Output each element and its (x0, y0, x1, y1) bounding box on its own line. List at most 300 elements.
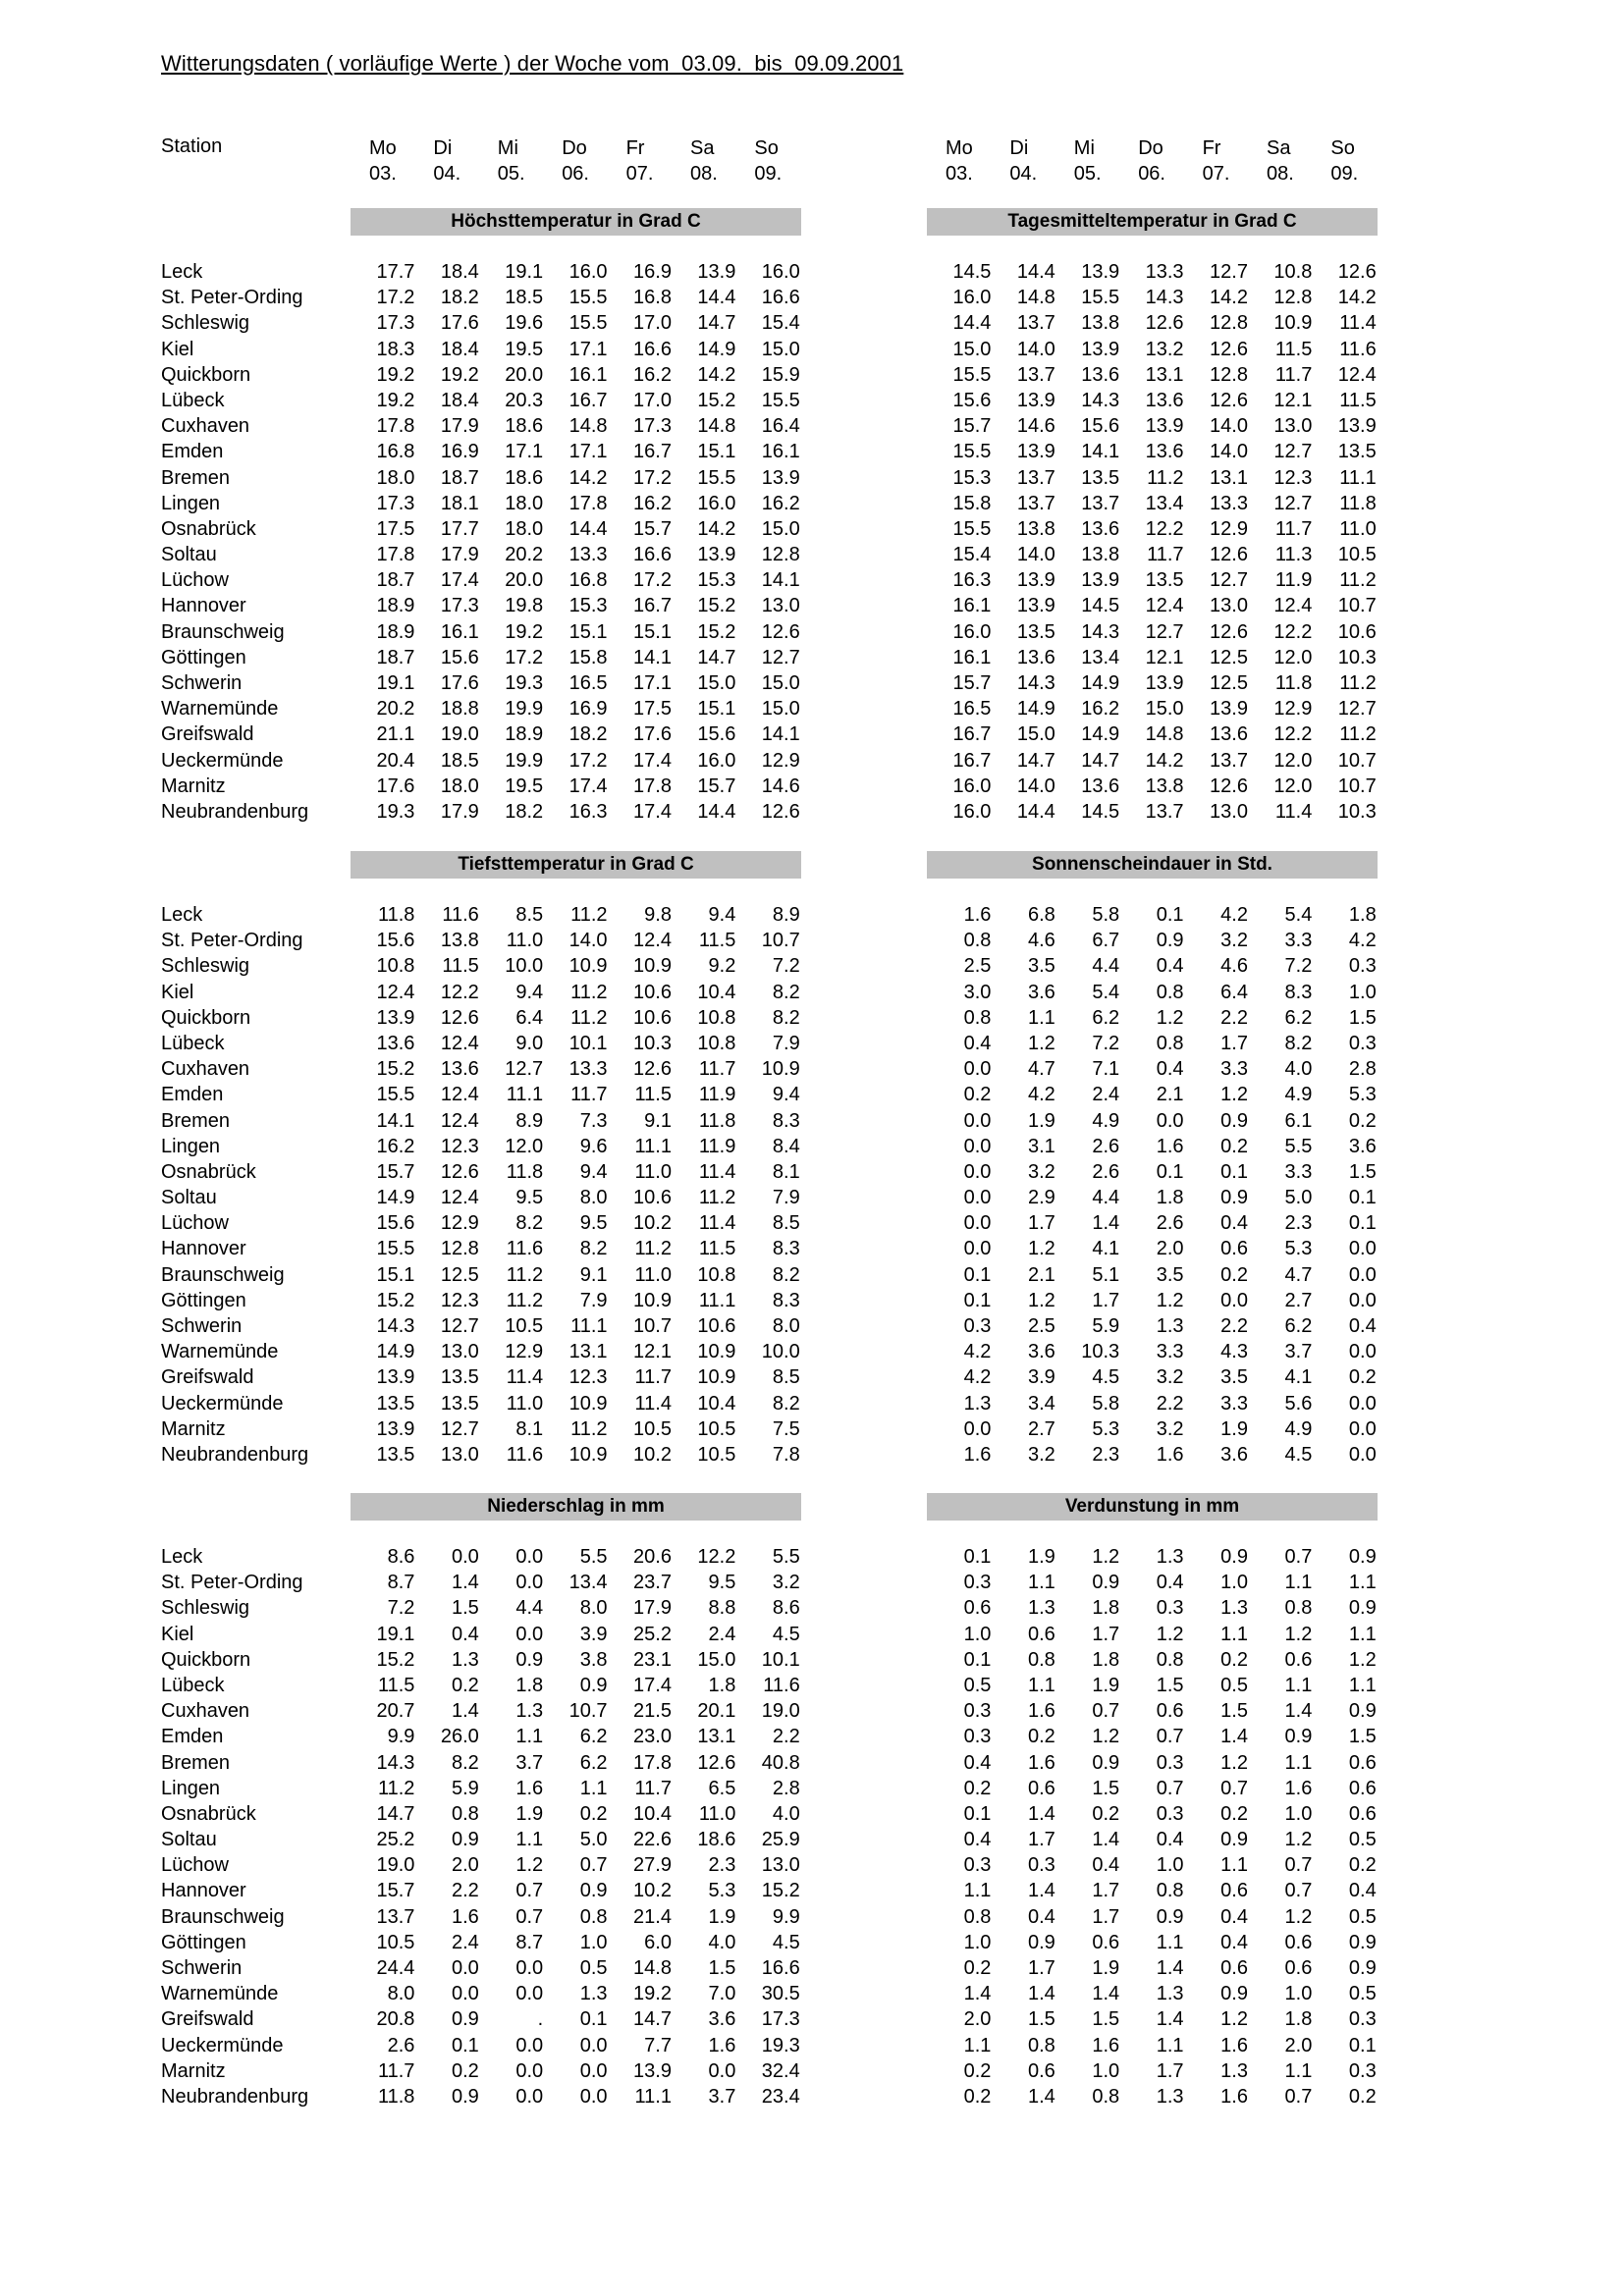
day-header (1138, 135, 1203, 187)
table-cell: 11.6 (442, 904, 479, 926)
table-cell: 15.0 (952, 338, 992, 360)
station-name: Marnitz (161, 1417, 226, 1440)
table-cell: 0.1 (1348, 2034, 1377, 2056)
table-cell: 2.0 (963, 2008, 992, 2031)
table-cell: 8.7 (387, 1572, 415, 1594)
table-cell: 18.6 (505, 415, 544, 438)
table-cell: 12.7 (440, 1417, 479, 1440)
day-header (433, 135, 498, 187)
table-cell: 5.3 (1284, 1238, 1313, 1260)
table-cell: 14.9 (1016, 698, 1055, 721)
table-cell: 1.1 (1348, 1674, 1377, 1696)
table-cell: 26.0 (440, 1726, 479, 1748)
table-cell: 1.7 (1092, 1289, 1120, 1311)
table-row (351, 696, 800, 721)
table-cell: 1.5 (1027, 2008, 1055, 2031)
table-cell: 0.6 (1348, 1802, 1377, 1825)
table-cell: 1.7 (1220, 1032, 1248, 1054)
table-row (351, 1904, 800, 1930)
table-cell: 1.3 (963, 1392, 992, 1415)
table-cell: 0.8 (1027, 2034, 1055, 2056)
table-cell: 3.6 (1220, 1443, 1248, 1466)
table-cell: 16.0 (952, 800, 992, 823)
table-cell: 20.3 (505, 389, 544, 411)
table-cell: 6.5 (708, 1777, 736, 1799)
table-cell: 0.3 (963, 1572, 992, 1594)
table-cell: 0.8 (1156, 981, 1184, 1003)
table-cell: 1.2 (1284, 1905, 1313, 1928)
station-name: Lüchow (161, 1854, 229, 1877)
table-cell: 19.1 (505, 261, 544, 283)
table-cell: 10.9 (568, 955, 608, 978)
table-cell: 25.9 (761, 1829, 800, 1851)
station-name: Marnitz (161, 2059, 226, 2082)
table-cell: 0.4 (1027, 1905, 1055, 1928)
table-row (351, 542, 800, 567)
table-cell: 5.8 (1092, 904, 1120, 926)
table-cell: 1.5 (1348, 1726, 1377, 1748)
table-cell: 1.1 (963, 1880, 992, 1902)
table-cell: 4.5 (1284, 1443, 1313, 1466)
table-cell: 19.3 (376, 800, 415, 823)
table-cell: 12.6 (1210, 620, 1248, 643)
table-cell: 14.4 (697, 800, 736, 823)
table-cell: 16.3 (952, 569, 992, 592)
table-cell: 15.2 (761, 1880, 800, 1902)
table-cell: 17.4 (440, 569, 479, 592)
table-row (927, 516, 1377, 542)
table-cell: 14.7 (1081, 749, 1120, 772)
table-cell: 5.5 (772, 1546, 800, 1568)
table-cell: 1.0 (1220, 1572, 1248, 1594)
table-cell: 13.0 (440, 1341, 479, 1363)
table-row (351, 1391, 800, 1416)
table-cell: 13.9 (1081, 261, 1120, 283)
table-cell: 17.4 (633, 749, 672, 772)
table-cell: 14.8 (697, 415, 736, 438)
table-cell: 11.7 (377, 2059, 415, 2082)
table-cell: 0.9 (1348, 1700, 1377, 1723)
table-cell: 16.9 (440, 441, 479, 463)
table-cell: 0.0 (963, 1417, 992, 1440)
table-cell: 17.2 (568, 749, 608, 772)
table-cell: 15.7 (376, 1160, 415, 1183)
table-row (351, 310, 800, 336)
table-cell: 0.4 (451, 1623, 479, 1645)
table-cell: 8.1 (772, 1160, 800, 1183)
station-name: Bremen (161, 466, 231, 489)
table-cell: 10.6 (633, 1187, 672, 1209)
station-name: Marnitz (161, 774, 226, 797)
table-row (927, 1056, 1377, 1082)
table-cell: 1.4 (1027, 2085, 1055, 2108)
table-row (927, 1647, 1377, 1673)
table-cell: 11.5 (698, 930, 736, 952)
table-cell: 0.2 (1220, 1648, 1248, 1671)
table-row (351, 337, 800, 362)
table-cell: 13.9 (1145, 672, 1184, 694)
table-cell: 12.6 (1210, 774, 1248, 797)
day-header (1330, 135, 1395, 187)
table-cell: 4.2 (1220, 904, 1248, 926)
day-name: Di (1009, 137, 1029, 159)
table-cell: 0.9 (1092, 1572, 1120, 1594)
table-cell: 0.2 (1092, 1802, 1120, 1825)
table-cell: 0.4 (1348, 1315, 1377, 1337)
table-cell: 11.1 (634, 1135, 672, 1157)
table-cell: 0.0 (963, 1135, 992, 1157)
day-header (498, 135, 563, 187)
table-cell: 23.1 (633, 1648, 672, 1671)
table-cell: 13.5 (376, 1392, 415, 1415)
table-cell: 18.7 (376, 569, 415, 592)
table-cell: 15.0 (761, 672, 800, 694)
table-cell: 21.4 (633, 1905, 672, 1928)
table-cell: 1.2 (1220, 1084, 1248, 1106)
table-cell: 13.9 (376, 1366, 415, 1389)
table-cell: 16.2 (1081, 698, 1120, 721)
day-date: 05. (497, 163, 525, 185)
table-cell: 12.2 (440, 981, 479, 1003)
section-band-hoechst: Höchsttemperatur in Grad C (351, 208, 801, 236)
table-cell: 18.6 (697, 1829, 736, 1851)
table-row (927, 1416, 1377, 1442)
table-cell: 0.5 (579, 1957, 608, 1979)
table-row (927, 902, 1377, 928)
table-cell: 1.3 (1156, 1546, 1184, 1568)
table-cell: 27.9 (633, 1854, 672, 1877)
table-cell: 17.1 (505, 441, 544, 463)
section-band-verdunstung: Verdunstung in mm (927, 1493, 1378, 1521)
table-row (927, 1750, 1377, 1776)
table-cell: 12.9 (1210, 517, 1248, 540)
table-cell: 10.5 (633, 1417, 672, 1440)
day-date: 06. (1138, 163, 1165, 185)
table-cell: 10.8 (697, 1032, 736, 1054)
table-cell: 0.2 (963, 2059, 992, 2082)
station-name: Osnabrück (161, 1802, 256, 1825)
table-cell: 16.9 (633, 261, 672, 283)
table-cell: 2.0 (1284, 2034, 1313, 2056)
table-cell: 15.6 (440, 646, 479, 668)
table-cell: 11.4 (1339, 312, 1377, 335)
table-cell: 3.9 (1027, 1366, 1055, 1389)
table-cell: 8.2 (515, 1212, 544, 1235)
table-cell: 1.6 (708, 2034, 736, 2056)
table-cell: 23.0 (633, 1726, 672, 1748)
table-cell: 12.4 (440, 1187, 479, 1209)
table-row (351, 721, 800, 747)
station-name: Neubrandenburg (161, 800, 309, 823)
table-cell: 0.9 (1348, 1597, 1377, 1620)
table-cell: 10.9 (761, 1058, 800, 1081)
table-cell: 11.7 (634, 1777, 672, 1799)
table-cell: 14.7 (633, 2008, 672, 2031)
table-cell: 11.0 (698, 1802, 736, 1825)
day-date: 04. (433, 163, 461, 185)
table-cell: 1.6 (1220, 2034, 1248, 2056)
table-cell: 0.0 (1348, 1238, 1377, 1260)
table-cell: 15.1 (376, 1263, 415, 1286)
table-cell: 14.8 (568, 415, 608, 438)
table-cell: 1.6 (963, 1443, 992, 1466)
table-cell: 14.5 (1081, 800, 1120, 823)
table-cell: 0.1 (1348, 1212, 1377, 1235)
day-date: 07. (1202, 163, 1230, 185)
table-cell: 11.2 (1339, 723, 1377, 746)
table-cell: 18.9 (505, 723, 544, 746)
table-cell: 0.0 (1220, 1289, 1248, 1311)
table-cell: 16.3 (568, 800, 608, 823)
table-cell: 11.2 (1339, 569, 1377, 592)
table-cell: 12.2 (1273, 620, 1313, 643)
table-cell: 13.7 (1016, 363, 1055, 386)
table-cell: 4.4 (1092, 955, 1120, 978)
table-cell: 10.5 (697, 1443, 736, 1466)
table-cell: 0.3 (1348, 2059, 1377, 2082)
table-cell: 3.2 (1156, 1417, 1184, 1440)
table-cell: 14.7 (697, 646, 736, 668)
table-cell: 0.6 (1284, 1648, 1313, 1671)
table-row (351, 1056, 800, 1082)
table-cell: 0.6 (1156, 1700, 1184, 1723)
table-cell: 0.8 (1027, 1648, 1055, 1671)
table-cell: 0.0 (515, 1546, 544, 1568)
table-cell: 3.6 (1348, 1135, 1377, 1157)
table-cell: 15.4 (952, 544, 992, 566)
table-cell: 0.8 (963, 930, 992, 952)
table-cell: 16.6 (633, 338, 672, 360)
table-row (927, 285, 1377, 310)
table-row (351, 1159, 800, 1185)
table-cell: 10.4 (697, 1392, 736, 1415)
table-row (351, 1108, 800, 1134)
table-cell: 0.7 (1220, 1777, 1248, 1799)
table-cell: 1.8 (1284, 2008, 1313, 2031)
table-cell: 11.2 (570, 904, 608, 926)
table-row (927, 2006, 1377, 2032)
table-cell: 8.3 (772, 1238, 800, 1260)
table-cell: 6.7 (1092, 930, 1120, 952)
table-cell: 1.9 (1027, 1109, 1055, 1132)
station-list (161, 1544, 308, 2109)
table-cell: 13.0 (1210, 800, 1248, 823)
table-cell: 16.0 (697, 492, 736, 514)
table-cell: 1.5 (1220, 1700, 1248, 1723)
table-cell: 13.6 (1210, 723, 1248, 746)
table-cell: 10.2 (633, 1443, 672, 1466)
table-cell: 10.2 (633, 1212, 672, 1235)
table-cell: 17.2 (376, 287, 415, 309)
table-cell: 14.4 (952, 312, 992, 335)
table-cell: 10.1 (568, 1032, 608, 1054)
table-cell: 1.8 (1092, 1648, 1120, 1671)
table-cell: 1.2 (1284, 1623, 1313, 1645)
table-cell: 0.4 (1156, 1058, 1184, 1081)
table-cell: 13.2 (1145, 338, 1184, 360)
table-cell: 13.9 (1016, 595, 1055, 617)
table-cell: 9.4 (772, 1084, 800, 1106)
table-cell: 4.3 (1220, 1341, 1248, 1363)
station-name: Emden (161, 441, 224, 463)
day-name: Mi (1073, 137, 1095, 159)
table-cell: 8.7 (515, 1931, 544, 1953)
table-row (927, 439, 1377, 464)
table-cell: 3.3 (1284, 1160, 1313, 1183)
table-cell: 17.3 (633, 415, 672, 438)
table-cell: 14.3 (1145, 287, 1184, 309)
table-cell: 1.7 (1092, 1905, 1120, 1928)
table-cell: 16.9 (568, 698, 608, 721)
table-cell: 8.5 (772, 1212, 800, 1235)
table-row (351, 670, 800, 696)
table-cell: 11.2 (570, 1006, 608, 1029)
table-cell: 14.9 (1081, 723, 1120, 746)
table-cell: 8.3 (772, 1289, 800, 1311)
table-cell: 12.8 (1273, 287, 1313, 309)
table-cell: 16.1 (568, 363, 608, 386)
table-cell: 18.5 (440, 749, 479, 772)
station-name: Leck (161, 1546, 203, 1568)
table-cell: 14.2 (697, 517, 736, 540)
table-cell: 6.2 (1284, 1315, 1313, 1337)
table-cell: 17.3 (440, 595, 479, 617)
table-cell: 16.6 (761, 1957, 800, 1979)
table-cell: 0.7 (1156, 1726, 1184, 1748)
table-cell: 1.0 (963, 1623, 992, 1645)
table-cell: 3.7 (1284, 1341, 1313, 1363)
table-cell: 7.2 (1092, 1032, 1120, 1054)
table-row (351, 362, 800, 388)
table-cell: 10.7 (1337, 595, 1377, 617)
table-cell: 0.4 (1220, 1212, 1248, 1235)
table-cell: 0.9 (1284, 1726, 1313, 1748)
table-cell: 15.1 (568, 620, 608, 643)
table-cell: 20.0 (505, 363, 544, 386)
station-name: Lüchow (161, 1212, 229, 1235)
table-cell: 13.1 (1210, 466, 1248, 489)
table-cell: 11.2 (377, 1777, 415, 1799)
table-cell: 0.0 (1348, 1443, 1377, 1466)
table-cell: 15.2 (697, 595, 736, 617)
table-row (351, 1313, 800, 1339)
table-cell: 16.0 (952, 287, 992, 309)
table-cell: 9.5 (515, 1187, 544, 1209)
table-cell: 1.2 (1156, 1623, 1184, 1645)
table-cell: 12.4 (440, 1109, 479, 1132)
table-cell: 16.7 (633, 441, 672, 463)
table-row (927, 1159, 1377, 1185)
station-name: Göttingen (161, 646, 246, 668)
station-name: Schwerin (161, 1315, 243, 1337)
table-cell: 9.0 (515, 1032, 544, 1054)
table-cell: 1.4 (451, 1700, 479, 1723)
table-cell: 15.7 (697, 774, 736, 797)
table-cell: 13.9 (1210, 698, 1248, 721)
table-cell: 11.4 (698, 1212, 736, 1235)
table-cell: 17.9 (440, 415, 479, 438)
table-cell: 12.4 (1337, 363, 1377, 386)
table-cell: 15.7 (633, 517, 672, 540)
table-cell: 17.9 (440, 544, 479, 566)
table-cell: 14.2 (697, 363, 736, 386)
table-cell: 0.2 (963, 1777, 992, 1799)
table-cell: 12.0 (1273, 749, 1313, 772)
table-row (927, 413, 1377, 439)
table-cell: 0.9 (1027, 1931, 1055, 1953)
table-cell: 17.5 (376, 517, 415, 540)
table-cell: 5.4 (1284, 904, 1313, 926)
table-cell: 11.9 (698, 1135, 736, 1157)
table-cell: 12.7 (761, 646, 800, 668)
table-cell: 0.7 (1092, 1700, 1120, 1723)
table-cell: 9.4 (515, 981, 544, 1003)
table-cell: 0.4 (1156, 1572, 1184, 1594)
table-cell: 1.4 (1027, 1802, 1055, 1825)
table-cell: 15.0 (1145, 698, 1184, 721)
table-cell: 2.2 (451, 1880, 479, 1902)
table-cell: 19.0 (440, 723, 479, 746)
table-cell: 20.4 (376, 749, 415, 772)
table-cell: 14.1 (761, 723, 800, 746)
table-sonne (927, 902, 1377, 1468)
station-name: Lingen (161, 1777, 221, 1799)
table-cell: 5.3 (1348, 1084, 1377, 1106)
table-cell: 14.0 (1210, 441, 1248, 463)
table-cell: 0.0 (451, 1546, 479, 1568)
table-cell: 19.1 (376, 672, 415, 694)
table-cell: 14.3 (1081, 389, 1120, 411)
table-cell: 1.7 (1027, 1829, 1055, 1851)
table-row (351, 1595, 800, 1621)
table-row (927, 799, 1377, 825)
table-cell: 0.8 (963, 1006, 992, 1029)
table-cell: 0.2 (579, 1802, 608, 1825)
table-cell: 12.0 (1273, 774, 1313, 797)
table-cell: 14.8 (1145, 723, 1184, 746)
table-row (351, 1262, 800, 1288)
table-cell: 11.8 (377, 2085, 415, 2108)
table-row (351, 1031, 800, 1056)
table-cell: 1.6 (1284, 1777, 1313, 1799)
table-cell: 17.9 (633, 1597, 672, 1620)
table-cell: 12.7 (1273, 492, 1313, 514)
table-cell: 0.7 (515, 1880, 544, 1902)
table-cell: 13.8 (1081, 544, 1120, 566)
table-row (927, 670, 1377, 696)
table-cell: 12.7 (1210, 569, 1248, 592)
table-cell: 18.1 (440, 492, 479, 514)
table-cell: 11.0 (506, 930, 544, 952)
table-cell: 11.6 (506, 1238, 544, 1260)
table-cell: 5.3 (1092, 1417, 1120, 1440)
table-cell: 11.5 (1339, 389, 1377, 411)
table-cell: 11.8 (698, 1109, 736, 1132)
table-cell: 0.9 (1156, 930, 1184, 952)
table-cell: 0.0 (515, 1983, 544, 2005)
table-cell: 0.5 (1348, 1983, 1377, 2005)
table-cell: 15.5 (376, 1238, 415, 1260)
table-row (927, 362, 1377, 388)
table-cell: 0.7 (1284, 2085, 1313, 2108)
table-cell: 16.1 (761, 441, 800, 463)
table-cell: 8.4 (772, 1135, 800, 1157)
table-cell: 14.9 (376, 1187, 415, 1209)
table-row (351, 1801, 800, 1827)
table-cell: 7.7 (644, 2034, 672, 2056)
table-cell: 15.0 (697, 672, 736, 694)
table-cell: 3.5 (1027, 955, 1055, 978)
